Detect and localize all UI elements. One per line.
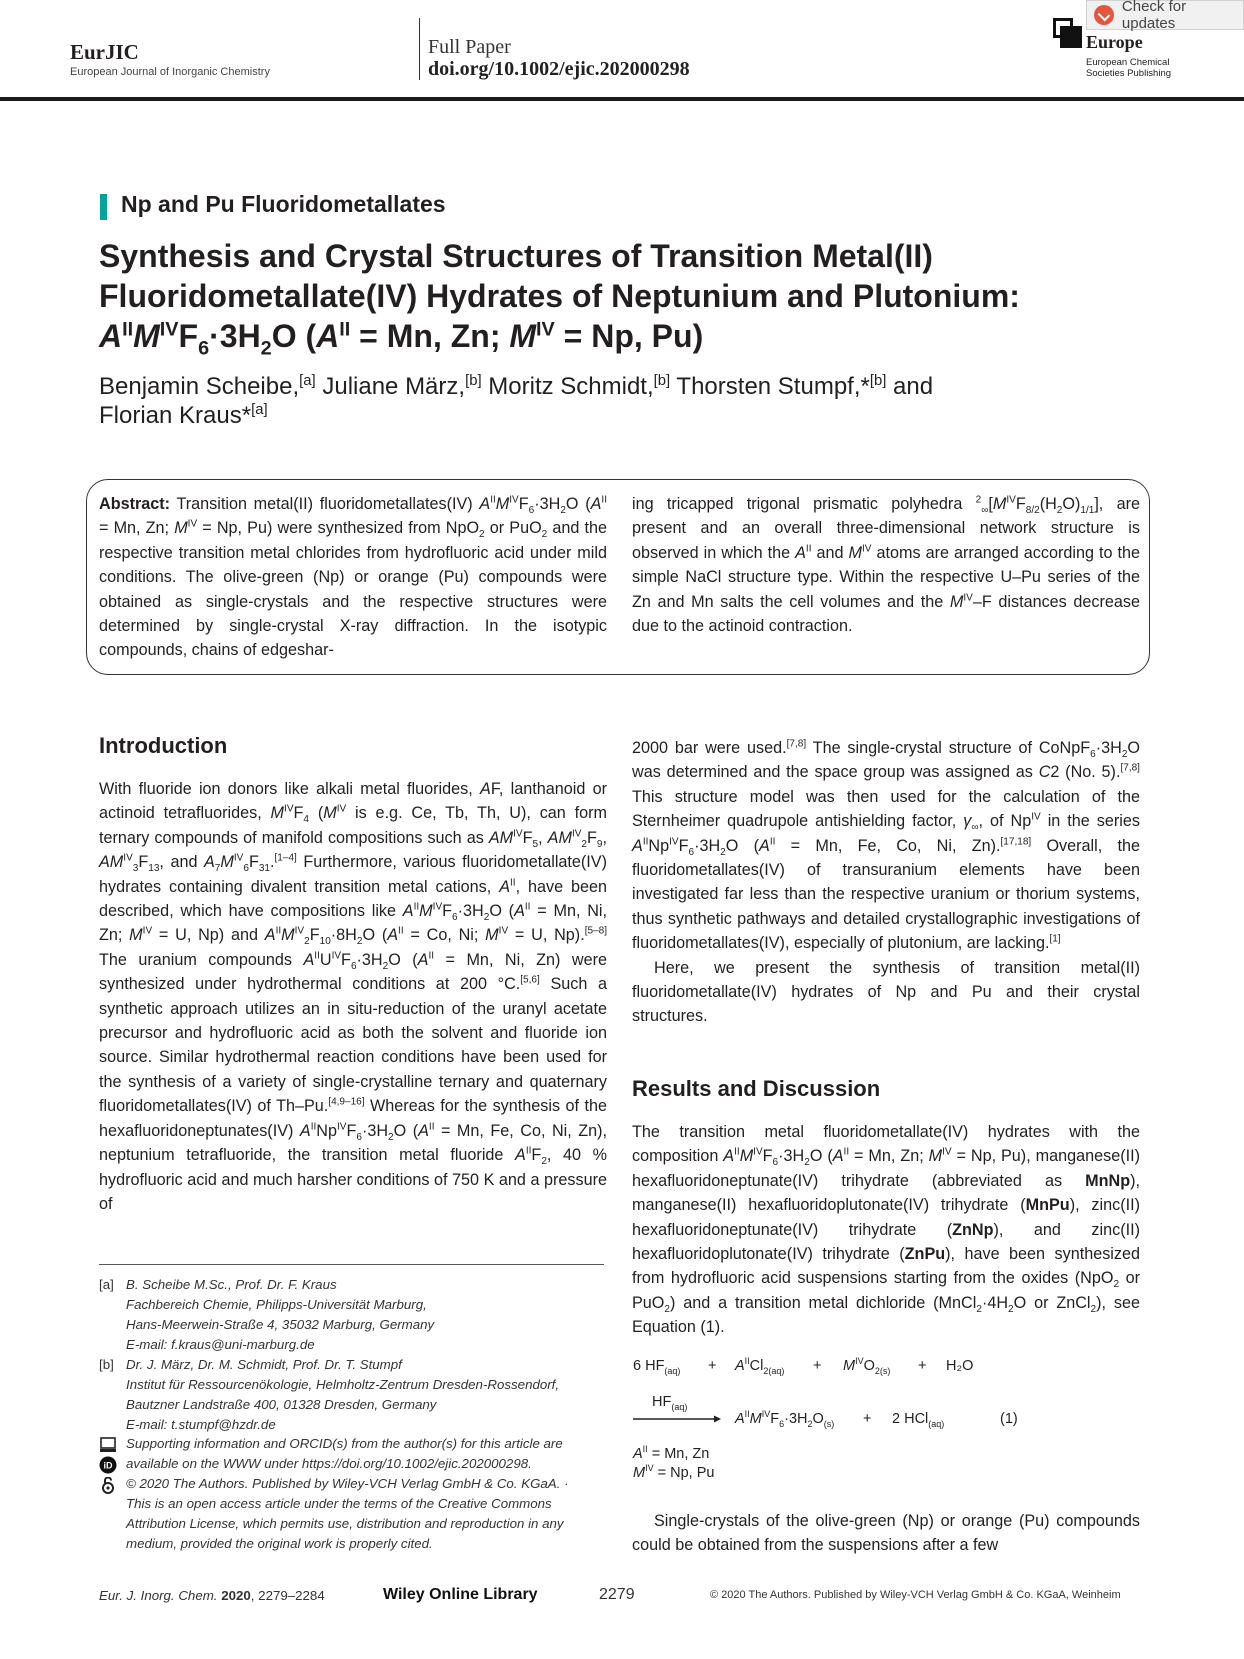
reaction-arrow-icon [632,1414,722,1424]
journal-abbreviation: EurJIC [70,40,139,64]
eq-condition-a: $A^{II} = Mn$, Zn [633,1444,710,1462]
introduction-text [99,777,607,1216]
footnote-a: [a] B. Scheibe M.Sc., Prof. Dr. F. Kraus Fachbereich Chemie, Philipps-Universität Marburg, Hans-Meerwein-Straße 4, 35032 Marburg, Germany E-mail: f.kraus@uni-marburg.de [99,1277,435,1352]
section-accent-bar [100,194,107,220]
eq-product-hcl: 2 HCl$_{(aq)}$ [892,1411,945,1429]
wiley-online-library-link[interactable]: Wiley Online Library [383,1586,538,1603]
eq-water: H₂O [946,1358,974,1374]
results-text-bottom [632,1509,1140,1558]
title-line-3: $A^{II}M^{IV}F_6\cdot 3H_2O$ ($A^{II} = Mn$, Zn; $M^{IV} = Np$, Pu) [99,318,704,360]
abstract-left-column: Abstract: Transition metal(II) fluoridometallates(IV) $A^{II}M^{IV}F_6\cdot 3H_2O$ ($A^{II} = Mn$, Zn; $M^{IV} = Np$, Pu) were synthesized from NpO$_2$ or PuO$_2$ and the respective transition metal chlorides from hydrofluoric acid under mild conditions. The olive-green (Np) or orange (Pu) compounds were obtained as single-crystals and the respective structures were determined by single-crystal X-ray diffraction. In the isotypic compounds, chains of edgeshar- [99,494,608,660]
orcid-icon [99,1456,117,1474]
eq-condition-m: $M^{IV} = Np$, Pu [633,1463,715,1481]
eq-reagent-hf: 6 $HF_{(aq)}$ [633,1358,681,1376]
introduction-heading: Introduction [99,733,228,758]
abstract-label: Abstract: [99,495,171,513]
chemistry-europe-logo-square-icon [1060,26,1082,48]
footnote-b: [b] Dr. J. März, Dr. M. Schmidt, Prof. Dr. T. Stumpf Institut für Ressourcenökologie, Helmholtz-Zentrum Dresden-Rossendorf, Bautzner Landstraße 400, 01328 Dresden, Germany E-mail: t.stumpf@hzdr.de [99,1357,560,1432]
results-heading: Results and Discussion [632,1076,881,1101]
publisher-subtitle-2: Societies Publishing [1086,68,1172,79]
check-updates-icon [1094,5,1114,25]
footer-citation: Eur. J. Inorg. Chem. 2020, 2279–2284 [99,1588,325,1603]
publisher-subtitle-1: European Chemical [1086,57,1170,68]
intro-paragraph: With fluoride ion donors like alkali metal fluorides, AF, lanthanoid or actinoid tetrafluorides, $M^{IV}F_4$ ($M^{IV}$ is e.g. Ce, Tb, Th, U), can form ternary compounds of manifold compositions such as $AM^{IV}F_5$, $AM^{IV}_2F_9$, $AM^{IV}_3F_{13}$, and $A_7M^{IV}_6F_{31}.[1-4]$ Furthermore, various fluoridometallate(IV) hydrates containing divalent transition metal cations, $A^{II}$, have been described, which have compositions like $A^{II}M^{IV}F_6\cdot 3H_2O$ ($A^{II} = Mn$, Ni, Zn; $M^{IV} = U$, Np) and $A^{II}M^{IV}_2F_{10}\cdot 8H_2O$ ($A^{II} = Co$, Ni; $M^{IV} = U$, Np).[5–8] The uranium compounds $A^{II}U^{IV}F_6\cdot 3H_2O$ ($A^{II} = Mn$, Ni, Zn) were synthesized under hydrothermal conditions at 200 °C.[5,6] Such a synthetic approach utilizes an in situ-reduction of the uranyl acetate precursor and hydrofluoric acid as both the solvent and fluoride ion source. Similar hydrothermal reaction conditions have been used for the synthesis of a variety of single-crystalline ternary and quaternary fluoridometallates(IV) of Th–Pu.[4,9–16] Whereas for the synthesis of the hexafluoridoneptunates(IV) $A^{II}Np^{IV}F_6\cdot 3H_2O$ ($A^{II} = Mn$, Fe, Co, Ni, Zn), neptunium tetrafluoride, the transition metal fluoride $A^{II}F_2$, 40 % hydrofluoric acid and much harsher conditions of 750 K and a pressure of [99,780,608,1213]
open-access-icon [99,1477,117,1495]
results-paragraph: The transition metal fluoridometallate(IV) hydrates with the composition $A^{II}M^{IV}F_6\cdot 3H_2O$ ($A^{II} = Mn$, Zn; $M^{IV} = Np$, Pu), manganese(II) hexafluoridoneptunate(IV) trihydrate (abbreviated as MnNp), manganese(II) hexafluoridoplutonate(IV) trihydrate (MnPu), zinc(II) hexafluoridoneptunate(IV) trihydrate (ZnNp), and zinc(II) hexafluoridoplutonate(IV) trihydrate (ZnPu), have been synthesized from hydrofluoric acid suspensions starting from the oxides (NpO$_2$ or PuO$_2$) and a transition metal dichloride ($MnCl_2\cdot 4H_2O$ or ZnCl$_2$), see Equation (1). [632,1123,1140,1337]
authors-line-1: Benjamin Scheibe,[a] Juliane März,[b] Moritz Schmidt,[b] Thorsten Stumpf,*[b] and [99,373,934,400]
publisher-name: Europe [1086,32,1143,52]
computer-icon [99,1436,117,1454]
footnote-rule [99,1264,604,1265]
page-number: 2279 [599,1586,635,1603]
check-updates-label: Check for updates [1121,0,1187,32]
title-line-1: Synthesis and Crystal Structures of Transition Metal(II) [99,238,933,274]
footer-copyright: © 2020 The Authors. Published by Wiley-VCH Verlag GmbH & Co. KGaA, Weinheim [710,1589,1121,1601]
eq-plus-4: + [863,1411,872,1427]
eq-plus-3: + [918,1358,927,1374]
eq-plus-2: + [813,1358,822,1374]
abstract-right-column: ing tricapped trigonal prismatic polyhedra $^2_\infty[M^{IV}F_{8/2}(H_2O)_{1/1}]$, are present and an overall three-dimensional network structure is observed in which the $A^{II}$ and $M^{IV}$ atoms are arranged according to the simple NaCl structure type. Within the respective U–Pu series of the Zn and Mn salts the cell volumes and the $M^{IV}-F$ distances decrease due to the actinoid contraction. [632,494,1140,636]
results-text [632,1120,1140,1340]
check-for-updates-button[interactable] [1086,0,1244,30]
crystal-paragraph: Single-crystals of the olive-green (Np) or orange (Pu) compounds could be obtained from the suspensions after a few [632,1512,1140,1555]
article-title [99,236,1179,360]
journal-full-name: European Journal of Inorganic Chemistry [70,66,270,78]
header-divider [419,18,420,80]
author-list [99,372,1159,430]
eq-reagent-actinoid-oxide: $M^{IV}O_{2(s)}$ [843,1356,891,1376]
paper-type: Full Paper [428,36,511,58]
intro-continuation: 2000 bar were used.[7,8] The single-crystal structure of $CoNpF_6\cdot 3H_2O$ was determined and the space group was assigned as C2 (No. 5).[7,8] This structure model was then used for the calculation of the Sternheimer quadrupole antishielding factor, $\gamma_\infty$, of $Np^{IV}$ in the series $A^{II}Np^{IV}F_6\cdot 3H_2O$ ($A^{II} = Mn$, Fe, Co, Ni, Zn).[17,18] Overall, the fluoridometallates(IV) of transuranium elements have been investigated far less than the respective uranium or thorium systems, thus synthetic pathways and detailed crystallographic investigations of fluoridometallates(IV), especially of plutonium, are lacking.[1] [632,738,1140,953]
doi-link[interactable]: doi.org/10.1002/ejic.202000298 [428,58,690,80]
eq-reagent-metal-chloride: $A^{II}Cl_{2(aq)}$ [735,1356,785,1376]
eq-product-hydrate: $A^{II}M^{IV}F_6\cdot 3H_2O_{(s)}$ [735,1409,835,1429]
open-access-note: © 2020 The Authors. Published by Wiley-VCH Verlag GmbH & Co. KGaA. · This is an open access article under the terms of the Creative Commons Attribution License, which permits use, distribution and reproduction in any medium, provided the original work is properly cited. [126,1476,569,1551]
supporting-info-note: Supporting information and ORCID(s) from the author(s) for this article are available on the WWW under https://doi.org/10.1002/ejic.202000298. [126,1436,563,1471]
right-column-text-top [632,736,1140,1029]
svg-text:iD: iD [103,1460,113,1471]
intro-aim-paragraph: Here, we present the synthesis of transition metal(II) fluoridometallate(IV) hydrates of Np and Pu and their crystal structures. [632,958,1140,1026]
section-title: Np and Pu Fluoridometallates [121,191,446,217]
header-rule [0,97,1244,101]
eq-arrow-label: $HF_{(aq)}$ [652,1394,688,1412]
equation-number: (1) [1000,1411,1018,1427]
eq-plus-1: + [708,1358,717,1374]
title-line-2: Fluoridometallate(IV) Hydrates of Neptunium and Plutonium: [99,278,1020,314]
authors-line-2: Florian Kraus*[a] [99,402,268,429]
